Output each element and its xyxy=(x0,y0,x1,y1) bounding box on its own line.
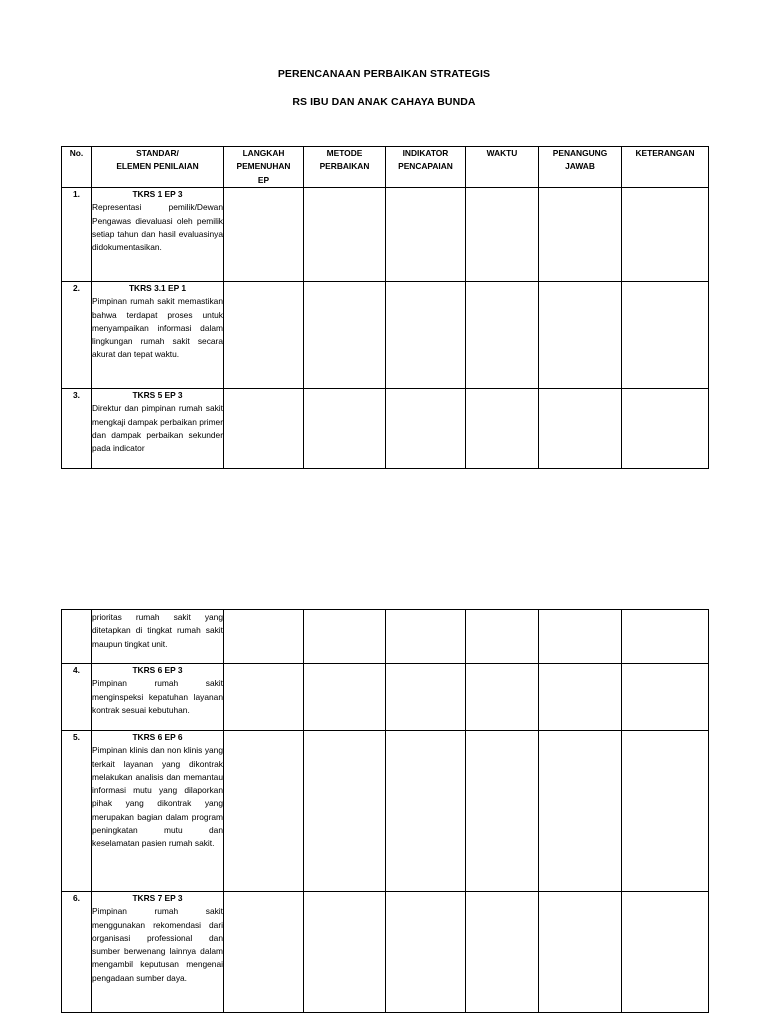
header-standar-line1: STANDAR/ xyxy=(136,148,179,158)
indikator-cell[interactable] xyxy=(386,389,466,469)
langkah-cell[interactable] xyxy=(224,610,304,664)
waktu-cell[interactable] xyxy=(466,389,539,469)
header-no: No. xyxy=(62,147,92,188)
indikator-cell[interactable] xyxy=(386,731,466,892)
standard-code: TKRS 7 EP 3 xyxy=(132,893,183,903)
standard-code: TKRS 1 EP 3 xyxy=(132,189,183,199)
header-langkah xyxy=(224,147,304,188)
row-number: 4. xyxy=(62,664,92,731)
table-row-continued xyxy=(62,610,709,664)
header-standar-line2: ELEMEN PENILAIAN xyxy=(116,161,199,172)
standard-code: TKRS 6 EP 6 xyxy=(132,732,183,742)
penanggung-jawab-cell[interactable] xyxy=(539,664,622,731)
strategic-plan-table-continued xyxy=(61,609,709,1013)
standard-text-continued: prioritas rumah sakit yang ditetapkan di tingkat rumah sakit maupun tingkat unit. xyxy=(92,612,223,649)
langkah-cell[interactable] xyxy=(224,664,304,731)
keterangan-cell[interactable] xyxy=(622,610,709,664)
metode-cell[interactable] xyxy=(304,664,386,731)
table-row xyxy=(62,731,709,892)
standard-code: TKRS 5 EP 3 xyxy=(132,390,183,400)
standard-cell xyxy=(92,610,224,664)
keterangan-cell[interactable] xyxy=(622,282,709,389)
waktu-cell[interactable] xyxy=(466,282,539,389)
indikator-cell[interactable] xyxy=(386,610,466,664)
table-row xyxy=(62,664,709,731)
standard-text: Pimpinan rumah sakit menggunakan rekomendasi dari organisasi professional dan sumber berwenang lainnya dalam mengambil keputusan mengenai pengadaan sumber daya. xyxy=(92,906,223,983)
header-penanggung-jawab xyxy=(539,147,622,188)
indikator-cell[interactable] xyxy=(386,664,466,731)
row-number-empty xyxy=(62,610,92,664)
penanggung-jawab-cell[interactable] xyxy=(539,282,622,389)
document-title: PERENCANAAN PERBAIKAN STRATEGIS xyxy=(277,68,491,80)
standard-code: TKRS 6 EP 3 xyxy=(132,665,183,675)
langkah-cell[interactable] xyxy=(224,389,304,469)
keterangan-cell[interactable] xyxy=(622,389,709,469)
header-indikator-line1: INDIKATOR xyxy=(402,148,449,158)
indikator-cell[interactable] xyxy=(386,282,466,389)
waktu-cell[interactable] xyxy=(466,188,539,282)
indikator-cell[interactable] xyxy=(386,188,466,282)
row-number: 1. xyxy=(62,188,92,282)
penanggung-jawab-cell[interactable] xyxy=(539,188,622,282)
row-number: 5. xyxy=(62,731,92,892)
table-row xyxy=(62,892,709,1013)
standard-cell xyxy=(92,188,224,282)
header-langkah-line2: PEMENUHAN xyxy=(236,161,291,172)
penanggung-jawab-cell[interactable] xyxy=(539,610,622,664)
langkah-cell[interactable] xyxy=(224,282,304,389)
header-waktu: WAKTU xyxy=(466,147,539,188)
row-number: 3. xyxy=(62,389,92,469)
standard-cell xyxy=(92,664,224,731)
standard-cell xyxy=(92,892,224,1013)
keterangan-cell[interactable] xyxy=(622,731,709,892)
standard-text: Pimpinan rumah sakit memastikan bahwa terdapat proses untuk menyampaikan informasi dalam lingkungan rumah sakit secara akurat dan tepat waktu. xyxy=(92,296,223,360)
standard-cell xyxy=(92,282,224,389)
metode-cell[interactable] xyxy=(304,282,386,389)
header-keterangan: KETERANGAN xyxy=(622,147,709,188)
standard-text: Direktur dan pimpinan rumah sakit mengkaji dampak perbaikan primer dan dampak perbaikan sekunder pada indicator xyxy=(92,403,223,454)
standard-text: Representasi pemilik/Dewan Pengawas dievaluasi oleh pemilik setiap tahun dan hasil evaluasinya didokumentasikan. xyxy=(92,202,223,253)
header-metode xyxy=(304,147,386,188)
table-header-row xyxy=(62,147,709,188)
penanggung-jawab-cell[interactable] xyxy=(539,892,622,1013)
table-row xyxy=(62,389,709,469)
langkah-cell[interactable] xyxy=(224,188,304,282)
penanggung-jawab-cell[interactable] xyxy=(539,389,622,469)
standard-cell xyxy=(92,731,224,892)
header-langkah-line3: EP xyxy=(257,174,270,185)
row-number: 2. xyxy=(62,282,92,389)
header-langkah-line1: LANGKAH xyxy=(242,148,285,158)
metode-cell[interactable] xyxy=(304,731,386,892)
indikator-cell[interactable] xyxy=(386,892,466,1013)
metode-cell[interactable] xyxy=(304,389,386,469)
header-standar xyxy=(92,147,224,188)
row-number: 6. xyxy=(62,892,92,1013)
table-row xyxy=(62,282,709,389)
metode-cell[interactable] xyxy=(304,188,386,282)
standard-text: Pimpinan rumah sakit menginspeksi kepatuhan layanan kontrak sesuai kebutuhan. xyxy=(92,678,223,715)
metode-cell[interactable] xyxy=(304,610,386,664)
header-metode-line1: METODE xyxy=(326,148,363,158)
header-penanggung-line1: PENANGUNG xyxy=(552,148,608,158)
document-subtitle: RS IBU DAN ANAK CAHAYA BUNDA xyxy=(292,96,476,108)
standard-cell xyxy=(92,389,224,469)
standard-text: Pimpinan klinis dan non klinis yang terkait layanan yang dikontrak melakukan analisis dan memantau informasi mutu yang dilaporkan pihak yang dikontrak yang merupakan bagian dalam program peningkatan mutu dan keselamatan pasien rumah sakit. xyxy=(92,745,223,849)
header-metode-line2: PERBAIKAN xyxy=(319,161,370,172)
keterangan-cell[interactable] xyxy=(622,664,709,731)
header-indikator-line2: PENCAPAIAN xyxy=(398,161,453,172)
standard-code: TKRS 3.1 EP 1 xyxy=(128,283,187,293)
langkah-cell[interactable] xyxy=(224,892,304,1013)
metode-cell[interactable] xyxy=(304,892,386,1013)
langkah-cell[interactable] xyxy=(224,731,304,892)
waktu-cell[interactable] xyxy=(466,610,539,664)
keterangan-cell[interactable] xyxy=(622,892,709,1013)
penanggung-jawab-cell[interactable] xyxy=(539,731,622,892)
waktu-cell[interactable] xyxy=(466,664,539,731)
header-indikator xyxy=(386,147,466,188)
table-row xyxy=(62,188,709,282)
keterangan-cell[interactable] xyxy=(622,188,709,282)
header-penanggung-line2: JAWAB xyxy=(565,161,595,172)
strategic-plan-table xyxy=(61,146,709,469)
waktu-cell[interactable] xyxy=(466,731,539,892)
waktu-cell[interactable] xyxy=(466,892,539,1013)
